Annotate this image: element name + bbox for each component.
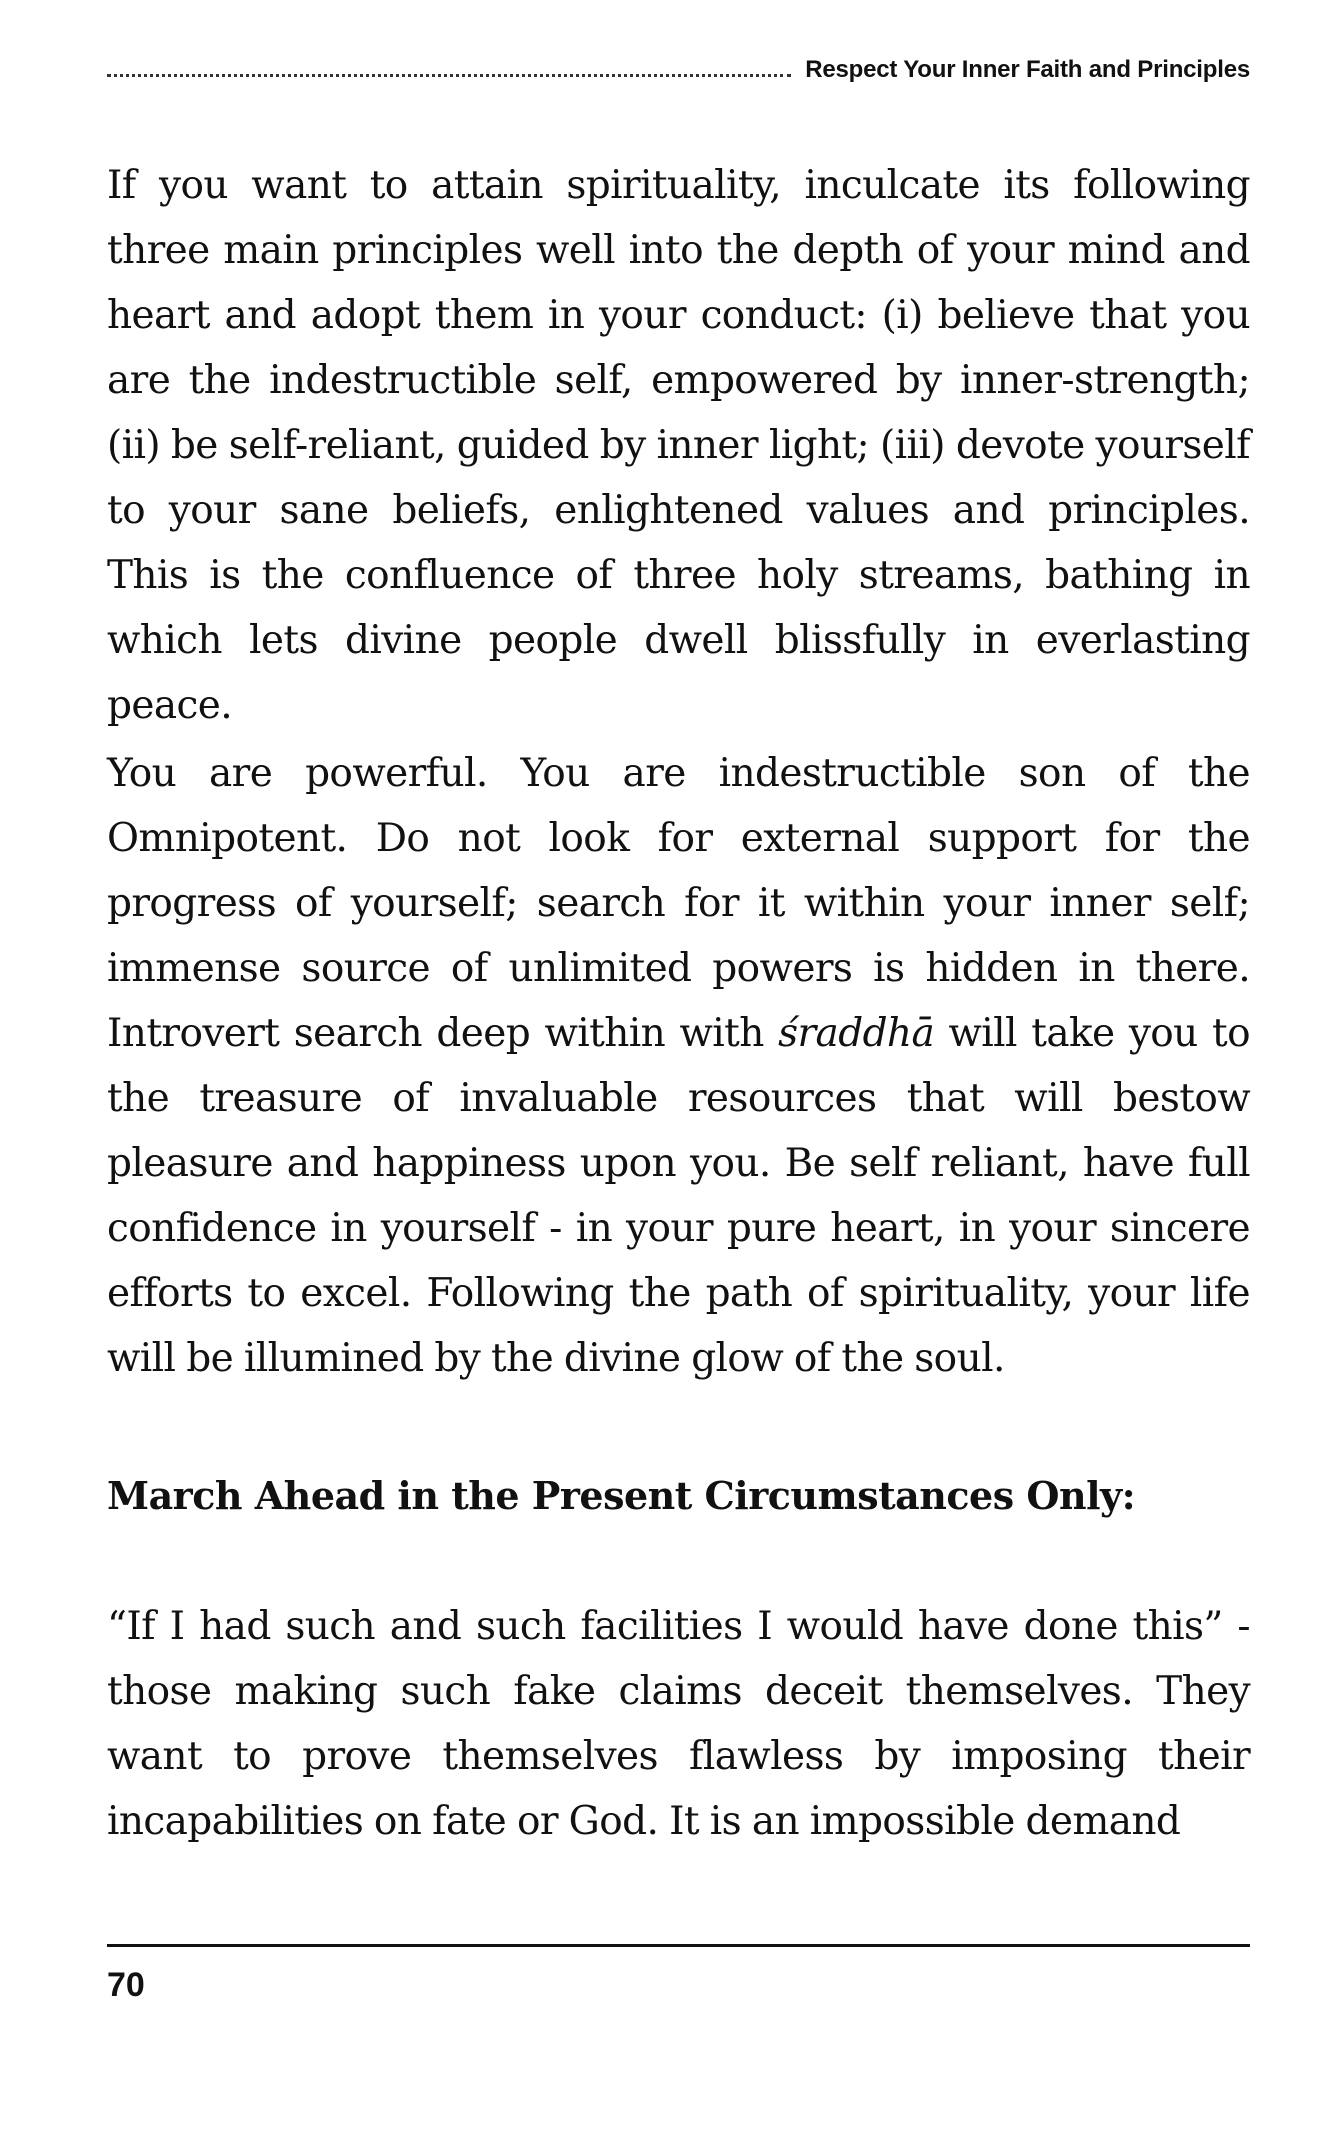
sraddha-term: śraddhā [778, 1011, 935, 1056]
footer-divider [107, 1944, 1250, 1947]
paragraph-text-after-term: will take you to the treasure of invaluable resources that will bestow pleasure and happiness upon you. Be self reliant, have full confidence in yourself - in your pure heart, in your sincere efforts to excel. Following the path of spirituality, your life will be illumined by the divine glow of the soul. [107, 1011, 1250, 1381]
paragraph-principles: If you want to attain spirituality, inculcate its following three main principles well into the depth of your mind and heart and adopt them in your conduct: (i) believe that you are the indestructible self, empowered by inner-strength; (ii) be self-reliant, guided by inner light; (iii) devote yourself to your sane beliefs, enlightened values and principles. This is the confluence of three holy streams, bathing in which lets divine people dwell blissfully in everlasting peace. [107, 163, 1250, 728]
paragraph-facilities: “If I had such and such facilities I would have done this” - those making such fake claims deceit themselves. They want to prove themselves flawless by imposing their incapabilities on fate or God. It is an impossible demand [107, 1604, 1250, 1844]
running-title: Respect Your Inner Faith and Principles [805, 56, 1250, 83]
running-header [107, 56, 1250, 84]
paragraph-powerful [107, 741, 1250, 1391]
section-heading: March Ahead in the Present Circumstances Only: [107, 1473, 1136, 1518]
dotted-leader [107, 74, 791, 77]
page-number: 70 [107, 1966, 145, 2004]
paragraph-text-before-term: You are powerful. You are indestructible son of the Omnipotent. Do not look for external support for the progress of yourself; search for it within your inner self; immense source of unlimited powers is hidden in there. Introvert search deep within with [107, 751, 1250, 1056]
